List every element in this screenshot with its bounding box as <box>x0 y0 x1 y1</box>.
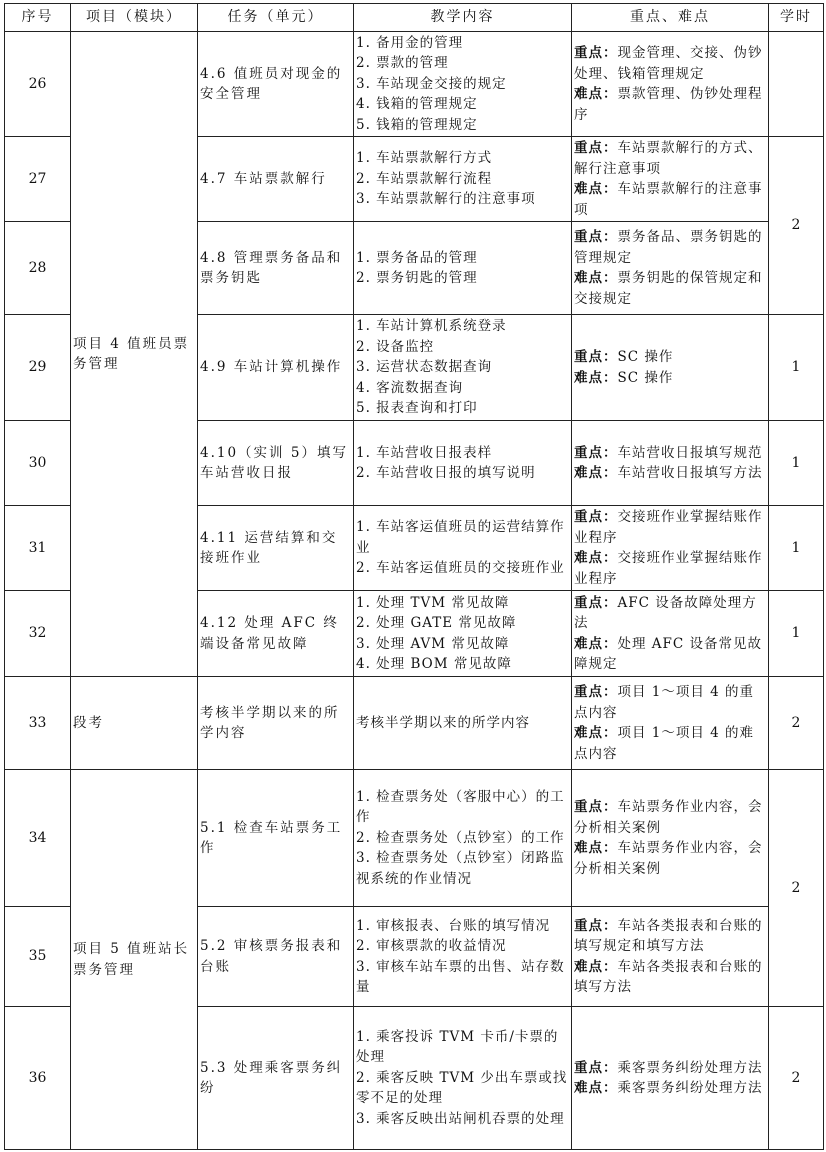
row-number: 26 <box>5 32 71 137</box>
key-label: 重点： <box>574 509 618 525</box>
table-row <box>5 770 824 907</box>
difficulty-label: 难点： <box>574 86 618 102</box>
hours-cell: 1 <box>769 421 824 506</box>
key-label: 重点： <box>574 349 618 365</box>
hours-cell: 2 <box>769 1007 824 1150</box>
difficulty-text: 票务钥匙的保管规定和交接规定 <box>574 270 763 307</box>
content-item: 2. 处理 GATE 常见故障 <box>356 615 517 631</box>
content-item: 3. 车站现金交接的规定 <box>356 75 507 92</box>
key-text: 乘客票务纠纷处理方法 <box>617 1059 763 1076</box>
row-number: 36 <box>5 1007 71 1150</box>
content-cell <box>354 222 572 315</box>
difficulty-text: 票款管理、伪钞处理程序 <box>574 86 763 123</box>
col-header-content: 教学内容 <box>354 4 572 32</box>
header-row <box>5 4 824 32</box>
table-row <box>5 677 824 770</box>
content-item: 2. 乘客反映 TVM 少出车票或找零不足的处理 <box>356 1069 568 1107</box>
project-cell: 段考 <box>71 677 198 770</box>
col-header-project: 项目（模块） <box>71 4 198 32</box>
content-item: 3. 乘客反映出站闸机吞票的处理 <box>356 1110 565 1127</box>
content-item: 1. 车站票款解行方式 <box>356 150 493 167</box>
difficulty-text: 项目 1～项目 4 的难点内容 <box>574 725 755 762</box>
content-item: 考核半学期以来的所学内容 <box>356 714 530 731</box>
hours-cell: 2 <box>769 770 824 1007</box>
difficulty-label: 难点： <box>574 635 618 652</box>
content-item: 1. 乘客投诉 TVM 卡币/卡票的处理 <box>356 1028 559 1066</box>
key-points-cell <box>572 907 769 1007</box>
content-item: 4. 客流数据查询 <box>356 379 464 396</box>
content-item: 2. 审核票款的收益情况 <box>356 938 507 954</box>
task-cell: 4.12 处理 AFC 终端设备常见故障 <box>198 591 354 677</box>
key-label: 重点： <box>574 684 618 700</box>
difficulty-text: 交接班作业掌握结账作业程序 <box>574 550 763 587</box>
content-item: 2. 票款的管理 <box>356 55 449 72</box>
content-item: 3. 审核车站车票的出售、站存数量 <box>356 958 565 995</box>
difficulty-text: 车站票款解行的注意事项 <box>574 181 763 218</box>
key-points-cell <box>572 506 769 591</box>
key-label: 重点： <box>574 799 618 815</box>
task-cell: 4.9 车站计算机操作 <box>198 315 354 421</box>
difficulty-text: 车站营收日报填写方法 <box>617 465 763 481</box>
content-item: 1. 车站营收日报表样 <box>356 444 493 461</box>
row-number: 33 <box>5 677 71 770</box>
row-number: 35 <box>5 907 71 1007</box>
project-cell: 项目 4 值班员票务管理 <box>71 32 198 677</box>
hours-cell <box>769 32 824 137</box>
content-cell <box>354 315 572 421</box>
difficulty-text: 车站票务作业内容，会分析相关案例 <box>574 840 763 877</box>
content-item: 2. 检查票务处（点钞室）的工作 <box>356 829 565 846</box>
hours-cell: 1 <box>769 315 824 421</box>
project-cell: 项目 5 值班站长票务管理 <box>71 770 198 1150</box>
task-cell: 5.1 检查车站票务工作 <box>198 770 354 907</box>
difficulty-text: 车站各类报表和台账的填写方法 <box>574 958 763 995</box>
content-item: 2. 设备监控 <box>356 338 435 355</box>
key-text: 项目 1～项目 4 的重点内容 <box>574 684 755 721</box>
key-text: 交接班作业掌握结账作业程序 <box>574 509 763 546</box>
task-cell: 4.7 车站票款解行 <box>198 137 354 222</box>
hours-cell: 1 <box>769 591 824 677</box>
key-label: 重点： <box>574 229 618 245</box>
row-number: 32 <box>5 591 71 677</box>
key-points-cell <box>572 1007 769 1150</box>
content-item: 3. 检查票务处（点钞室）闭路监视系统的作业情况 <box>356 850 565 887</box>
task-cell: 4.11 运营结算和交接班作业 <box>198 506 354 591</box>
content-item: 5. 报表查询和打印 <box>356 400 478 417</box>
task-cell: 5.2 审核票务报表和台账 <box>198 907 354 1007</box>
key-text: AFC 设备故障处理方法 <box>574 594 757 631</box>
content-cell <box>354 506 572 591</box>
content-item: 1. 审核报表、台账的填写情况 <box>356 917 551 934</box>
difficulty-label: 难点： <box>574 840 618 856</box>
difficulty-label: 难点： <box>574 465 618 481</box>
content-cell <box>354 907 572 1007</box>
task-cell: 4.6 值班员对现金的安全管理 <box>198 32 354 137</box>
content-item: 1. 票务备品的管理 <box>356 249 478 266</box>
key-text: 现金管理、交接、伪钞处理、钱箱管理规定 <box>574 45 763 82</box>
hours-cell: 2 <box>769 677 824 770</box>
key-label: 重点： <box>574 1059 618 1076</box>
row-number: 34 <box>5 770 71 907</box>
content-item: 1. 备用金的管理 <box>356 34 464 51</box>
difficulty-label: 难点： <box>574 270 618 286</box>
content-item: 2. 车站客运值班员的交接班作业 <box>356 560 565 577</box>
key-points-cell <box>572 222 769 315</box>
key-points-cell <box>572 315 769 421</box>
difficulty-label: 难点： <box>574 725 618 741</box>
key-text: 车站各类报表和台账的填写规定和填写方法 <box>574 917 763 954</box>
content-cell <box>354 137 572 222</box>
content-item: 1. 车站客运值班员的运营结算作业 <box>356 519 565 556</box>
hours-cell: 1 <box>769 506 824 591</box>
schedule-table <box>4 3 824 1150</box>
content-cell <box>354 677 572 770</box>
difficulty-text: SC 操作 <box>617 369 674 386</box>
content-cell <box>354 32 572 137</box>
key-points-cell <box>572 421 769 506</box>
content-item: 2. 票务钥匙的管理 <box>356 270 478 286</box>
col-header-key-points: 重点、难点 <box>572 4 769 32</box>
key-points-cell <box>572 677 769 770</box>
difficulty-label: 难点： <box>574 181 618 197</box>
difficulty-label: 难点： <box>574 1080 618 1096</box>
key-points-cell <box>572 137 769 222</box>
row-number: 31 <box>5 506 71 591</box>
content-item: 1. 处理 TVM 常见故障 <box>356 594 510 611</box>
difficulty-text: 处理 AFC 设备常见故障规定 <box>574 635 763 672</box>
row-number: 28 <box>5 222 71 315</box>
col-header-hours: 学时 <box>769 4 824 32</box>
content-item: 5. 钱箱的管理规定 <box>356 116 478 133</box>
key-label: 重点： <box>574 140 618 156</box>
task-cell: 4.8 管理票务备品和票务钥匙 <box>198 222 354 315</box>
difficulty-label: 难点： <box>574 369 618 386</box>
content-item: 1. 检查票务处（客服中心）的工作 <box>356 788 565 826</box>
difficulty-label: 难点： <box>574 550 618 566</box>
content-item: 3. 车站票款解行的注意事项 <box>356 191 536 208</box>
key-text: 车站营收日报填写规范 <box>617 444 763 461</box>
row-number: 30 <box>5 421 71 506</box>
key-points-cell <box>572 591 769 677</box>
key-label: 重点： <box>574 45 618 61</box>
col-header-number: 序号 <box>5 4 71 32</box>
key-text: 票务备品、票务钥匙的管理规定 <box>574 229 763 266</box>
task-cell: 4.10（实训 5）填写车站营收日报 <box>198 421 354 506</box>
content-cell <box>354 591 572 677</box>
key-points-cell <box>572 32 769 137</box>
key-text: SC 操作 <box>617 349 674 365</box>
content-item: 4. 钱箱的管理规定 <box>356 96 478 113</box>
key-text: 车站票款解行的方式、解行注意事项 <box>574 140 763 177</box>
difficulty-text: 乘客票务纠纷处理方法 <box>617 1080 763 1096</box>
table-row <box>5 32 824 137</box>
key-text: 车站票务作业内容，会分析相关案例 <box>574 799 763 836</box>
hours-cell: 2 <box>769 137 824 315</box>
key-points-cell <box>572 770 769 907</box>
task-cell: 5.3 处理乘客票务纠纷 <box>198 1007 354 1150</box>
content-item: 3. 运营状态数据查询 <box>356 359 493 376</box>
content-cell <box>354 1007 572 1150</box>
content-item: 2. 车站票款解行流程 <box>356 170 493 187</box>
key-label: 重点： <box>574 444 618 461</box>
col-header-task: 任务（单元） <box>198 4 354 32</box>
row-number: 27 <box>5 137 71 222</box>
content-item: 1. 车站计算机系统登录 <box>356 318 507 335</box>
content-item: 3. 处理 AVM 常见故障 <box>356 635 510 652</box>
task-cell: 考核半学期以来的所学内容 <box>198 677 354 770</box>
row-number: 29 <box>5 315 71 421</box>
difficulty-label: 难点： <box>574 958 618 975</box>
content-cell <box>354 421 572 506</box>
key-label: 重点： <box>574 917 618 934</box>
key-label: 重点： <box>574 594 618 611</box>
content-item: 4. 处理 BOM 常见故障 <box>356 656 512 672</box>
content-item: 2. 车站营收日报的填写说明 <box>356 465 536 481</box>
content-cell <box>354 770 572 907</box>
